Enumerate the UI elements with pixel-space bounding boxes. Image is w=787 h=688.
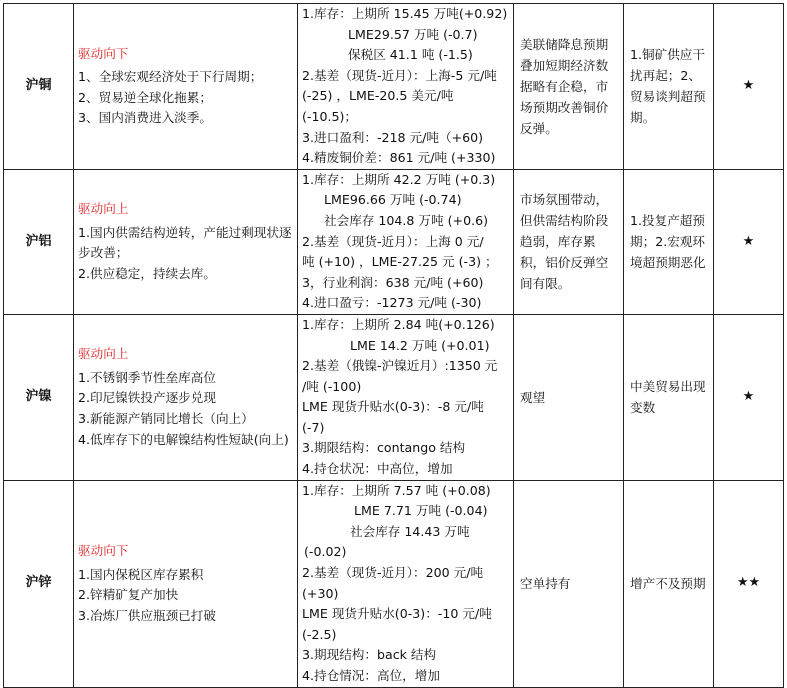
driver-item: 1.不锈钢季节性垒库高位 — [78, 369, 216, 385]
commodity-name: 沪镍 — [4, 314, 74, 480]
driver-item: 2、贸易逆全球化拖累； — [78, 89, 212, 105]
commodity-name: 沪铜 — [4, 4, 74, 170]
driver-item: 1.国内保税区库存累积 — [78, 566, 204, 582]
driver-direction: 驱动向下 — [78, 542, 129, 558]
driver-item: 3.冶炼厂供应瓶颈已打破 — [78, 607, 216, 623]
driver-direction: 驱动向上 — [78, 201, 129, 217]
market-view: 美联储降息预期叠加短期经济数据略有企稳，市场预期改善铜价反弹。 — [514, 4, 624, 170]
data-line: 3.期限结构：contango 结构 — [302, 440, 466, 456]
data-line: 吨 (+10) ，LME-27.25 元 (-3) ； — [302, 254, 498, 270]
data-line: 1.库存：上期所 15.45 万吨(+0.92) — [302, 6, 508, 21]
data-line: (-0.02) — [304, 544, 347, 560]
data-line: LME 现货升贴水(0-3)：-10 元/吨 — [302, 606, 492, 622]
data-line: LME96.66 万吨 (-0.74) — [324, 192, 462, 208]
driver-item: 3、国内消费进入淡季。 — [78, 110, 212, 126]
data-line: 2.基差（现货-近月）：上海-5 元/吨 — [302, 67, 497, 83]
risk-factor: 1.投复产超预期；2.宏观环境超预期恶化 — [624, 169, 714, 314]
driver-item: 1、全球宏观经济处于下行周期； — [78, 69, 263, 85]
data-line: 保税区 41.1 吨 (-1.5) — [348, 47, 473, 63]
driver-item: 1.国内供需结构逆转，产能过剩现状逐步改善； — [78, 224, 292, 261]
data-cell — [298, 169, 514, 314]
commodity-name: 沪铝 — [4, 169, 74, 314]
data-line: 1.库存：上期所 7.57 吨 (+0.08) — [302, 482, 491, 498]
data-line: LME 7.71 万吨 (-0.04) — [354, 503, 488, 519]
rating-stars: ★ — [714, 4, 784, 170]
data-line: 1.库存：上期所 2.84 吨(+0.126) — [302, 316, 495, 332]
driver-item: 4.低库存下的电解镍结构性短缺(向上) — [78, 431, 289, 447]
data-line: 社会库存 104.8 万吨 (+0.6) — [324, 212, 489, 228]
driver-item: 2.供应稳定，持续去库。 — [78, 265, 216, 281]
data-line: 2.基差（俄镍-沪镍近月）:1350 元 — [302, 358, 498, 374]
data-line: 社会库存 14.43 万吨 — [350, 523, 470, 539]
data-line: (-7) — [302, 419, 325, 435]
market-view: 空单持有 — [514, 480, 624, 687]
table-row-zinc — [4, 480, 784, 687]
driver-cell — [74, 169, 298, 314]
data-cell — [298, 314, 514, 480]
driver-cell — [74, 480, 298, 687]
table-row-aluminum — [4, 169, 784, 314]
data-line: 1.库存：上期所 42.2 万吨 (+0.3) — [302, 171, 496, 187]
table-row-copper — [4, 4, 784, 170]
commodity-analysis-table — [3, 3, 784, 688]
data-line: 4.持仓状况：中高位，增加 — [302, 461, 453, 477]
data-line: (-2.5) — [302, 626, 337, 642]
market-view: 市场氛围带动，但供需结构阶段趋弱，库存累积，铝价反弹空间有限。 — [514, 169, 624, 314]
table-row-nickel — [4, 314, 784, 480]
data-line: (-10.5)； — [302, 108, 358, 124]
risk-factor: 1.铜矿供应干扰再起；2、贸易谈判超预期。 — [624, 4, 714, 170]
rating-stars: ★ — [714, 314, 784, 480]
rating-stars: ★ — [714, 169, 784, 314]
data-cell — [298, 4, 514, 170]
data-line: (-25) ，LME-20.5 美元/吨 — [302, 88, 454, 104]
data-line: 4.持仓情况：高位，增加 — [302, 668, 440, 683]
driver-direction: 驱动向下 — [78, 45, 129, 61]
driver-item: 2.锌精矿复产加快 — [78, 587, 179, 603]
data-line: LME29.57 万吨 (-0.7) — [348, 26, 478, 42]
data-line: 4.精废铜价差：861 元/吨 (+330) — [302, 150, 496, 166]
data-line: 2.基差（现货-近月）：上海 0 元/ — [302, 233, 484, 249]
data-line: (+30) — [302, 585, 339, 601]
risk-factor: 中美贸易出现变数 — [624, 314, 714, 480]
driver-cell — [74, 4, 298, 170]
data-line: 2.基差（现货-近月）：200 元/吨 — [302, 565, 484, 581]
driver-item: 2.印尼镍铁投产逐步兑现 — [78, 390, 216, 406]
data-line: LME 现货升贴水(0-3)：-8 元/吨 — [302, 399, 484, 415]
rating-stars: ★★ — [714, 480, 784, 687]
driver-item: 3.新能源产销同比增长（向上） — [78, 411, 254, 427]
data-line: LME 14.2 万吨 (+0.01) — [350, 337, 490, 353]
driver-direction: 驱动向上 — [78, 346, 129, 362]
data-cell — [298, 480, 514, 687]
risk-factor: 增产不及预期 — [624, 480, 714, 687]
data-line: 3.进口盈利：-218 元/吨（+60) — [302, 129, 484, 145]
commodity-name: 沪锌 — [4, 480, 74, 687]
data-line: 4.进口盈亏：-1273 元/吨 (-30) — [302, 295, 482, 311]
data-line: /吨 (-100) — [302, 378, 362, 394]
data-line: 3.期现结构：back 结构 — [302, 647, 437, 663]
data-line: 3，行业利润：638 元/吨 (+60) — [302, 274, 484, 290]
market-view: 观望 — [514, 314, 624, 480]
driver-cell — [74, 314, 298, 480]
